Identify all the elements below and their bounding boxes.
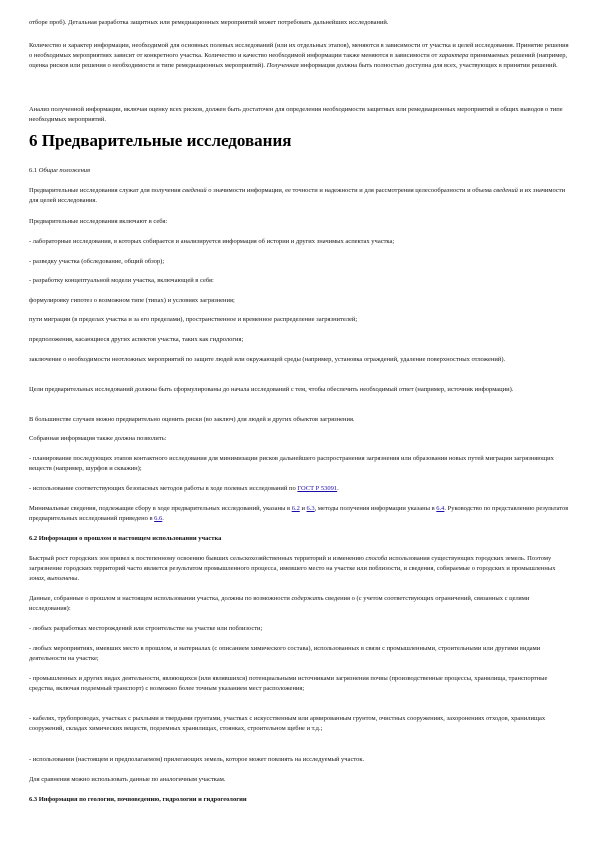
paragraph: Данные, собранные о прошлом и настоящем использовании участка, должны по возможности содержать сведения о (с учетом соответствующих ограничений, связанных с целями исследования): bbox=[29, 595, 530, 612]
list-item: - любых мероприятиях, имевших место в прошлом, и материалах (с описанием химического состава), использованных в связи с промышленными, строительными или другими видами деятельности на участке; bbox=[29, 645, 541, 662]
list-item: - использовании (настоящем и предполагаемом) прилегающих земель, которое может повлиять на исследуемый участок. bbox=[29, 756, 365, 763]
paragraph: Предварительные исследования включают в себя: bbox=[29, 218, 168, 225]
paragraph: В большинстве случаев можно предварительно оценить риски (во заключ) для людей и других объектов загрязнения. bbox=[29, 416, 355, 423]
list-item: - разведку участка (обследование, общий обзор); bbox=[29, 258, 165, 265]
list-item: пути миграции (в пределах участка и за его пределами), пространственное и временное распределение загрязнителей; bbox=[29, 316, 358, 323]
list-item: предположения, касающиеся других аспектов участка, таких как гидрология; bbox=[29, 336, 244, 343]
section-heading: 6 Предварительные исследования bbox=[29, 131, 292, 150]
link-6-3[interactable]: 6.3 bbox=[306, 505, 315, 512]
list-item: - кабелях, трубопроводах, участках с рыхлыми и твердыми грунтами, участках с искусственным или армированным грунтом, очистных сооружениях, захоронениях отходов, хранилищах сооружений, складах химических веществ, подземных хранилищах, стоянках, строительном щебне и т.д.; bbox=[29, 715, 546, 732]
paragraph: Быстрый рост городских зон привел к постепенному освоению бывших сельскохозяйственных территорий и изменению способа использования существующих городских земель. Поэтому загрязнение городских территорий часто является результатом промышленного процесса, имевшего место на участке или поблизости, и сведения, собираемые о городских и промышленных зонах, выполнены. bbox=[29, 555, 556, 582]
subsection-title: 6.1 Общие положения bbox=[29, 167, 91, 174]
list-item: - любых разработках месторождений или строительстве на участке или поблизости; bbox=[29, 625, 263, 632]
list-item: - промышленных и других видах деятельности, являющихся (или являвшихся) потенциальными источниками загрязнения почвы (производственные процессы, хранилища, транспортные средства, включая подземный транспорт) с возможно более точным указанием мест расположения; bbox=[29, 675, 548, 692]
list-item: - разработку концептуальной модели участка, включающей в себя: bbox=[29, 277, 214, 284]
gost-link[interactable]: ГОСТ Р 53091 bbox=[297, 485, 338, 492]
list-item: - планирование последующих этапов контактного исследования для минимизации рисков дальнейшего распространения загрязнения или образования новых путей миграции загрязняющих веществ (например, шурфов и скважин); bbox=[29, 455, 554, 472]
list-item: - лабораторные исследования, в которых собирается и анализируется информация об истории и других значимых аспектах участка; bbox=[29, 238, 395, 245]
list-item: формулировку гипотез о возможном типе (типах) и условиях загрязнения; bbox=[29, 297, 235, 304]
paragraph: Предварительные исследования служат для получения сведений о значимости информации, ее точности и надежности и для рассмотрения целесообразности и объема сведений и их значимости для целей исследования. bbox=[29, 187, 566, 204]
paragraph: Минимальные сведения, подлежащие сбору в ходе предварительных исследований, указаны в 6.2 и 6.3, методы получения информации указаны в 6.4. Руководство по представлению результатов предварительных исследований приведено в 6.6. bbox=[29, 505, 569, 522]
paragraph: Количество и характер информации, необходимой для основных полевых исследований (или их отдельных этапов), меняются в зависимости от участка и целей исследования. Принятие решения о необходимых мероприятиях зависит от конкретного участка. Количество и качество необходимой информации также меняются в зависимости от характера принимаемых решений (например, оценка рисков или решения о необходимости и типе ремедиационных мероприятий). Полученная информация должна быть полностью доступна для всех, участвующих в принятии решений. bbox=[29, 42, 569, 69]
paragraph: отборе проб). Детальная разработка защитных или ремедиационных мероприятий может потребовать дальнейших исследований. bbox=[29, 19, 389, 26]
paragraph: Для сравнения можно использовать данные по аналогичным участкам. bbox=[29, 776, 226, 783]
list-item: - использование соответствующих безопасных методов работы в ходе полевых исследований по ГОСТ Р 53091. bbox=[29, 485, 339, 492]
subsection-title: 6.3 Информация по геологии, почвоведению, гидрологии и гидрогеологии bbox=[29, 796, 247, 803]
paragraph: Анализ полученной информации, включая оценку всех рисков, должен быть достаточен для определения необходимости защитных или ремедиационных мероприятий и общих выводов о типе необходимых мероприятий. bbox=[29, 106, 563, 123]
link-6-2[interactable]: 6.2 bbox=[291, 505, 300, 512]
link-6-6[interactable]: 6.6 bbox=[154, 515, 163, 522]
paragraph: Собранная информация также должна позволить: bbox=[29, 435, 167, 442]
link-6-4[interactable]: 6.4 bbox=[436, 505, 445, 512]
paragraph: Цели предварительных исследований должны быть сформулированы до начала исследований с тем, чтобы обеспечить необходимый ответ (например, источник информации). bbox=[29, 386, 514, 393]
list-item: заключение о необходимости неотложных мероприятий по защите людей или окружающей среды (например, установка ограждений, удаление поверхностных отложений). bbox=[29, 356, 506, 363]
subsection-title: 6.2 Информация о прошлом и настоящем использовании участка bbox=[29, 535, 222, 542]
